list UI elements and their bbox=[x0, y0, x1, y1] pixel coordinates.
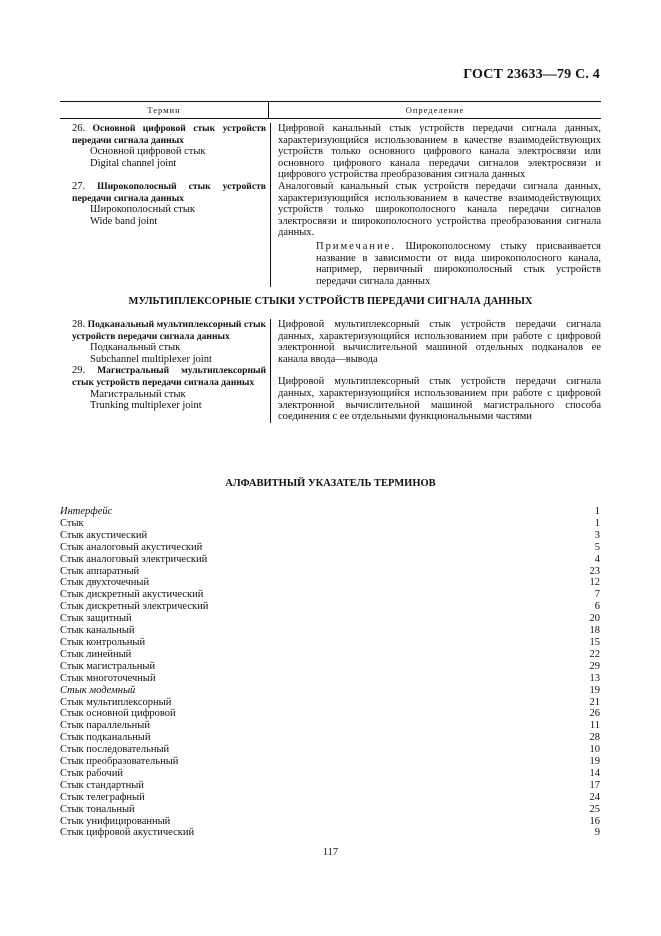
index-item: Стык акустический 3 bbox=[60, 529, 600, 541]
term-synonym-en: Digital channel joint bbox=[90, 157, 177, 169]
term-main: 26. Основной цифровой стык устройств передачи сигнала данных bbox=[72, 123, 266, 146]
term-cell bbox=[60, 123, 271, 181]
index-item: Стык тональный 25 bbox=[60, 803, 600, 815]
term-main: 28. Подканальный мультиплексорный стык устройств передачи сигнала данных bbox=[72, 319, 266, 342]
index-item: Стык канальный 18 bbox=[60, 625, 600, 637]
term-cell bbox=[60, 365, 271, 422]
index-item: Стык стандартный 17 bbox=[60, 779, 600, 791]
term-synonym-en: Subchannel multiplexer joint bbox=[90, 353, 212, 365]
term-cell bbox=[60, 181, 271, 287]
index-item: Стык 1 bbox=[60, 517, 600, 529]
index-item: Стык цифровой акустический 9 bbox=[60, 827, 600, 839]
definition-text: Аналоговый канальный стык устройств передачи сигнала данных, характеризующийся использованием в качестве взаимодействующих устройств только широкополосного канала передачи сигналов электросвязи и широкополосного устройства преобразования сигнала данных. bbox=[278, 180, 601, 239]
index-item: Стык защитный 20 bbox=[60, 613, 600, 625]
terms-table-2 bbox=[60, 319, 601, 423]
column-header-definition: Определение bbox=[405, 105, 465, 115]
index-item: Стык аналоговый электрический 4 bbox=[60, 553, 600, 565]
table-row bbox=[60, 181, 601, 287]
index-item: Стык подканальный 28 bbox=[60, 732, 600, 744]
index-item: Стык последовательный 10 bbox=[60, 744, 600, 756]
definition-cell: Цифровой мультиплексорный стык устройств передачи сигнала данных, характеризующийся использованием при работе с цифровой электронной вычислительной машиной магистрального способа соединения с ее отдельными функциональными частями bbox=[278, 376, 601, 423]
index-item: Стык дискретный акустический 7 bbox=[60, 589, 600, 601]
column-header-term: Термин bbox=[60, 102, 269, 118]
index-item: Стык мультиплексорный 21 bbox=[60, 696, 600, 708]
index-item: Стык преобразовательный 19 bbox=[60, 756, 600, 768]
page-number: 117 bbox=[322, 847, 339, 858]
index-item: Стык основной цифровой 26 bbox=[60, 708, 600, 720]
term-main: 27. Широкополосный стык устройств передачи сигнала данных bbox=[72, 180, 266, 204]
index-item: Стык магистральный 29 bbox=[60, 660, 600, 672]
term-synonym-ru: Широкополосный стык bbox=[90, 204, 195, 216]
term-synonym-en: Wide band joint bbox=[90, 215, 158, 227]
index-item: Стык телеграфный 24 bbox=[60, 791, 600, 803]
index-item: Стык двухточечный 12 bbox=[60, 577, 600, 589]
index-item: Стык контрольный 15 bbox=[60, 636, 600, 648]
index-item: Стык рабочий 14 bbox=[60, 767, 600, 779]
terms-table bbox=[60, 101, 601, 287]
definition-cell: Цифровой канальный стык устройств передачи сигнала данных, характеризующийся использованием в качестве взаимодействующих устройств только основного цифрового канала электросвязи или основного цифрового канала передачи сигналов электросвязи и цифрового устройства преобразования сигнала данных bbox=[278, 123, 601, 181]
term-synonym-ru: Магистральный стык bbox=[90, 388, 186, 400]
index-title: АЛФАВИТНЫЙ УКАЗАТЕЛЬ ТЕРМИНОВ bbox=[225, 478, 436, 489]
table-row bbox=[60, 119, 601, 181]
index-item: Стык унифицированный 16 bbox=[60, 815, 600, 827]
index-item: Интерфейс 1 bbox=[60, 506, 600, 517]
term-synonym-ru: Подканальный стык bbox=[90, 342, 181, 354]
index-item: Стык дискретный электрический 6 bbox=[60, 601, 600, 613]
index-item: Стык параллельный 11 bbox=[60, 720, 600, 732]
term-synonym-ru: Основной цифровой стык bbox=[90, 146, 206, 158]
index-item: Стык модемный 19 bbox=[60, 684, 600, 696]
table-row bbox=[60, 319, 601, 365]
definition-note: Примечание. Широкополосному стыку присваивается название в зависимости от вида широкополосного канала, например, первичный широкополосный стык устройств передачи сигнала данных bbox=[316, 240, 601, 287]
index-item: Стык многоточечный 13 bbox=[60, 672, 600, 684]
index-item: Стык аппаратный 23 bbox=[60, 565, 600, 577]
section-title: МУЛЬТИПЛЕКСОРНЫЕ СТЫКИ УСТРОЙСТВ ПЕРЕДАЧИ СИГНАЛА ДАННЫХ bbox=[128, 296, 533, 307]
definition-cell bbox=[271, 181, 601, 287]
index-item: Стык аналоговый акустический 5 bbox=[60, 541, 600, 553]
page-header: ГОСТ 23633—79 С. 4 bbox=[463, 67, 600, 82]
definition-cell: Цифровой мультиплексорный стык устройств передачи сигнала данных, характеризующийся использованием при работе с цифровой электронной вычислительной машиной отдельных подканалов ее канала ввода—вывода bbox=[278, 319, 601, 365]
term-cell bbox=[60, 319, 271, 365]
term-main: 29. Магистральный мультиплексорный стык устройств передачи сигнала данных bbox=[72, 365, 266, 388]
index-item: Стык линейный 22 bbox=[60, 648, 600, 660]
alphabetical-index bbox=[60, 506, 600, 839]
table-row bbox=[60, 365, 601, 422]
table-header bbox=[60, 102, 601, 119]
term-synonym-en: Trunking multiplexer joint bbox=[90, 400, 202, 412]
